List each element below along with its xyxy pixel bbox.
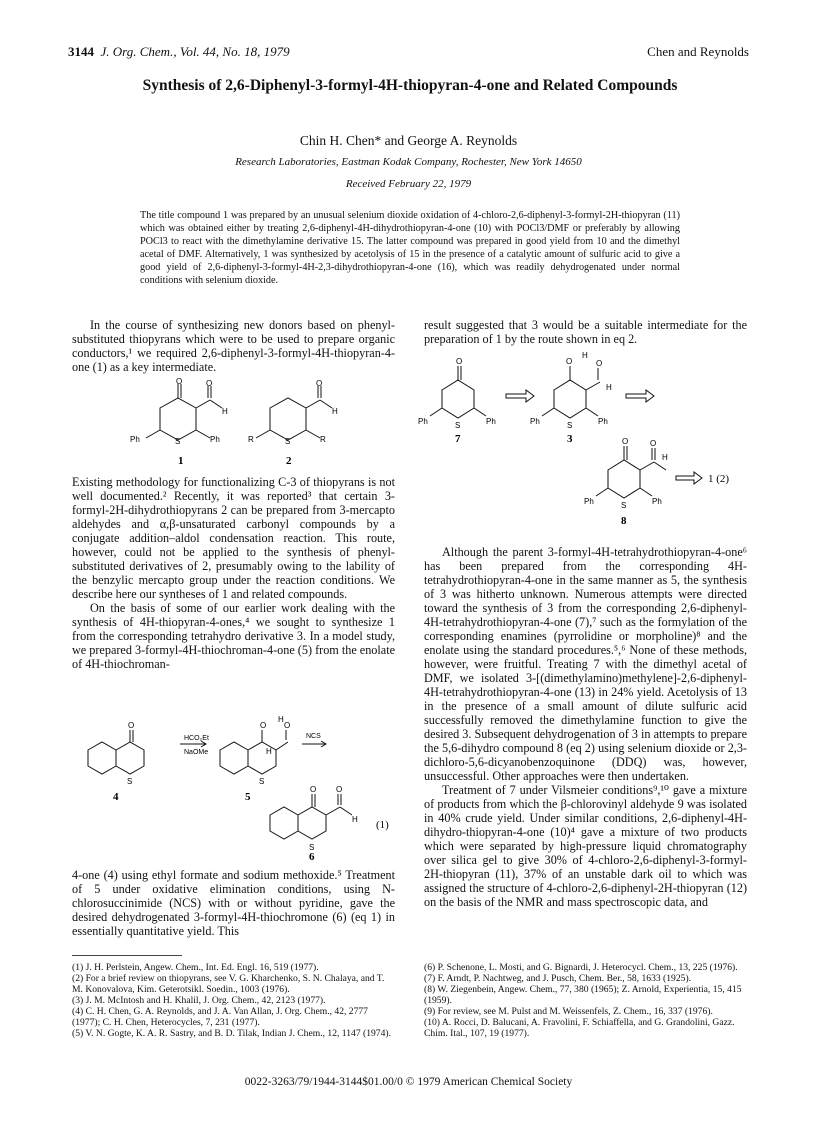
reagent-label: NCS xyxy=(306,733,321,740)
paragraph: Treatment of 7 under Vilsmeier conditions⁹,¹⁰ gave a mixture of products from which the β-chlorovinyl aldehyde 9 was isolated in 40% crude yield. Under similar conditions, 2,6-diphenyl-4H-dihydro-thiopyran-4-one (10)⁴ gave a mixture of two products which were separated by high-pressure liquid chromatography over silica gel to give 30% of 4-chloro-2,6-diphenyl-3-formyl-2H-thiopyran (11), 37% of an unstable dark oil to which was assigned the structure of 4-chloro-2,6-diphenyl-2H-thiopyran (12) on the basis of the NMR and mass spectroscopic data, and xyxy=(424,783,747,909)
reagent-label: NaOMe xyxy=(184,749,209,756)
compound-number: 5 xyxy=(245,791,251,803)
atom-label: Ph xyxy=(530,417,540,426)
atom-label: S xyxy=(175,437,181,446)
atom-label: O xyxy=(206,379,213,388)
atom-label: S xyxy=(285,437,291,446)
authors: Chin H. Chen* and George A. Reynolds xyxy=(299,133,518,148)
atom-label: H xyxy=(606,383,612,392)
footnote: (8) W. Ziegenbein, Angew. Chem., 77, 380 (1965); Z. Arnold, Experientia, 15, 415 (1959). xyxy=(424,984,742,1006)
running-header xyxy=(68,44,290,60)
atom-label: Ph xyxy=(652,497,662,506)
atom-label: O xyxy=(336,785,343,794)
atom-label: Ph xyxy=(130,435,140,444)
article-title: Synthesis of 2,6-Diphenyl-3-formyl-4H-thiopyran-4-one and Related Compounds xyxy=(142,77,678,94)
atom-label: O xyxy=(650,439,657,448)
atom-label: H xyxy=(352,815,358,824)
compound-number: 4 xyxy=(113,791,119,803)
journal-citation: J. Org. Chem., Vol. 44, No. 18, 1979 xyxy=(100,44,290,59)
page-number: 3144 xyxy=(68,44,94,59)
right-column-intro xyxy=(424,318,747,346)
atom-label: O xyxy=(128,721,135,730)
atom-label: O xyxy=(260,721,267,730)
atom-label: O xyxy=(310,785,317,794)
compound-number: 3 xyxy=(567,433,573,445)
footnote-rule xyxy=(72,955,182,956)
compound-number: 7 xyxy=(455,433,461,445)
atom-label: H xyxy=(662,453,668,462)
footnotes-right xyxy=(424,962,747,1039)
atom-label: Ph xyxy=(598,417,608,426)
reagent-label: HCO₂Et xyxy=(184,735,209,742)
paragraph: Although the parent 3-formyl-4H-tetrahydrothiopyran-4-one⁶ has been prepared from the corresponding 4H-tetrahydrothiopyran-4-one in the same manner as 5, the synthesis of 3 was hitherto unknown. Numerous attempts were directed toward the synthesis of 3 from the corresponding 2,6-diphenyl-4H-tetrahydrothiopyran-4-one (7),⁷ such as the formylation of the corresponding enamines (pyrrolidine or morpholine)⁸ and the enolate using the standard procedures.⁵,⁶ None of these methods, however, were fruitful. Treating 7 with the dimethyl acetal of DMF, we isolated 3-[(dimethylamino)methylene]-2,6-diphenyl-4H-tetrahydrothiopyran-4-one (13) in 24% yield. Acetolysis of 13 in the presence of a small amount of dilute sulfuric acid successfully removed the dimethylamine function to give the desired 3. Subsequent dehydrogenation of 3 in attempts to prepare the 5,6-dihydro compound 8 (eq 2) using selenium dioxide or 2,3-dichloro-5,6-dicyanobenzoquinone (DDQ) was, however, unsuccessful. Other approaches were then undertaken. xyxy=(424,545,747,783)
paragraph: In the course of synthesizing new donors based on phenyl-substituted thiopyrans which were to be used to prepare organic conductors,¹ we required 2,6-diphenyl-3-formyl-4H-thiopyran-4-one (1) as a key intermediate. xyxy=(72,318,395,374)
atom-label: Ph xyxy=(584,497,594,506)
atom-label: O xyxy=(176,378,183,386)
atom-label: S xyxy=(455,421,461,430)
atom-label: S xyxy=(621,501,627,510)
left-column-continued xyxy=(72,868,395,938)
atom-label: H xyxy=(332,407,338,416)
atom-label: R xyxy=(248,435,254,444)
paragraph: Existing methodology for functionalizing C-3 of thiopyrans is not well documented.² Recently, it was reported³ that certain 3-formyl-2H-dihydrothiopyrans 2 can be prepared from 3-mercapto aldehydes and α,β-unsaturated carbonyl compounds by a conjugate addition–aldol condensation reaction. This route, however, could not be applied to the synthesis of phenyl-substituted derivatives of 2, presumably owing to the lability of the benzylic mercapto group under the reaction conditions. We describe here our syntheses of 1 and related compounds. xyxy=(72,475,395,601)
atom-label: O xyxy=(566,357,573,366)
footnotes-left xyxy=(72,962,395,1039)
paragraph: 4-one (4) using ethyl formate and sodium methoxide.⁵ Treatment of 5 under oxidative elimination conditions, using N-chlorosuccinimide (NCS) with or without pyridine, gave the desired dehydrogenated 3-formyl-4H-thiochromone (6) (eq 1) in essentially quantitative yield. This xyxy=(72,868,395,938)
atom-label: S xyxy=(567,421,573,430)
atom-label: H xyxy=(278,715,284,724)
footnote: (6) P. Schenone, L. Mosti, and G. Bignardi, J. Heterocycl. Chem., 13, 225 (1976). xyxy=(424,962,738,973)
received-date: Received February 22, 1979 xyxy=(345,178,472,190)
atom-label: H xyxy=(222,407,228,416)
running-head-authors: Chen and Reynolds xyxy=(647,44,749,59)
equation-number: 1 (2) xyxy=(708,473,730,485)
thiopyran-ring-2 xyxy=(270,398,306,440)
atom-label: Ph xyxy=(418,417,428,426)
atom-label: S xyxy=(309,843,315,852)
footnote: (3) J. M. McIntosh and H. Khalil, J. Org. Chem., 42, 2123 (1977). xyxy=(72,995,326,1006)
compound-number: 6 xyxy=(309,851,315,860)
compound-number: 2 xyxy=(286,455,292,467)
atom-label: O xyxy=(284,721,291,730)
equation-1-scheme xyxy=(80,710,400,860)
abstract: The title compound 1 was prepared by an unusual selenium dioxide oxidation of 4-chloro-2,6-diphenyl-3-formyl-2H-thiopyran (11) which was obtained either by treating 2,6-diphenyl-4H-dihydrothiopyran-4-one (10) with POCl3/DMF or preferably by allowing POCl3 to react with the dimethylamine derivative 15. The latter compound was prepared in good yield from 10 and the dimethyl acetal of DMF. Alternatively, 1 was synthesized by acetolysis of 15 in the presence of a catalytic amount of sulfuric acid to give a good yield of 2,6-diphenyl-3-formyl-4H-2,3-dihydrothiopyran-4-one (16), which was readily dehydrogenated under normal conditions with selenium dioxide. xyxy=(140,210,680,286)
equation-2-scheme xyxy=(418,350,748,540)
footnote: (4) C. H. Chen, G. A. Reynolds, and J. A. Van Allan, J. Org. Chem., 42, 2777 (1977); C. H. Chen, Heterocycles, 7, 231 (1977). xyxy=(72,1006,368,1028)
equation-number: (1) xyxy=(376,819,389,831)
atom-label: O xyxy=(622,437,629,446)
atom-label: H xyxy=(582,351,588,360)
atom-label: O xyxy=(596,359,603,368)
footnote: (9) For review, see M. Pulst and M. Weissenfels, Z. Chem., 16, 337 (1976). xyxy=(424,1006,713,1017)
compound-number: 8 xyxy=(621,515,627,527)
footnote: (2) For a brief review on thiopyrans, see V. G. Kharchenko, S. N. Chalaya, and T. M. Konovalova, Kim. Geterotsikl. Soedin., 1003 (1976). xyxy=(72,973,385,995)
affiliation: Research Laboratories, Eastman Kodak Company, Rochester, New York 14650 xyxy=(235,156,582,168)
thiopyran-ring-1 xyxy=(160,398,196,440)
footnote: (7) F. Arndt, P. Nachtweg, and J. Pusch, Chem. Ber., 58, 1633 (1925). xyxy=(424,973,692,984)
atom-label: H xyxy=(266,747,272,756)
paragraph: On the basis of some of our earlier work dealing with the synthesis of 4H-thiopyran-4-ones,⁴ we sought to synthesize 1 from the corresponding tetrahydro derivative 3. In a model study, we prepared 3-formyl-4H-thiochroman-4-one (5) from the enolate of 4H-thiochroman- xyxy=(72,601,395,671)
atom-label: S xyxy=(259,777,265,786)
atom-label: O xyxy=(316,379,323,388)
right-column-body xyxy=(424,545,747,909)
atom-label: Ph xyxy=(210,435,220,444)
compound-number: 1 xyxy=(178,455,184,467)
footnote: (5) V. N. Gogte, K. A. R. Sastry, and B. D. Tilak, Indian J. Chem., 12, 1147 (1974). xyxy=(72,1028,391,1039)
left-column-intro xyxy=(72,318,395,374)
atom-label: Ph xyxy=(486,417,496,426)
structures-1-2 xyxy=(120,378,360,468)
atom-label: O xyxy=(456,357,463,366)
page-footer: 0022-3263/79/1944-3144$01.00/0 © 1979 American Chemical Society xyxy=(244,1076,573,1088)
left-column-body xyxy=(72,475,395,671)
atom-label: R xyxy=(320,435,326,444)
paragraph: result suggested that 3 would be a suitable intermediate for the preparation of 1 by the route shown in eq 2. xyxy=(424,318,747,346)
atom-label: S xyxy=(127,777,133,786)
footnote: (1) J. H. Perlstein, Angew. Chem., Int. Ed. Engl. 16, 519 (1977). xyxy=(72,962,319,973)
footnote: (10) A. Rocci, D. Balucani, A. Fravolini, F. Schiaffella, and G. Grandolini, Gazz. Chim. Ital., 107, 19 (1977). xyxy=(424,1017,735,1039)
